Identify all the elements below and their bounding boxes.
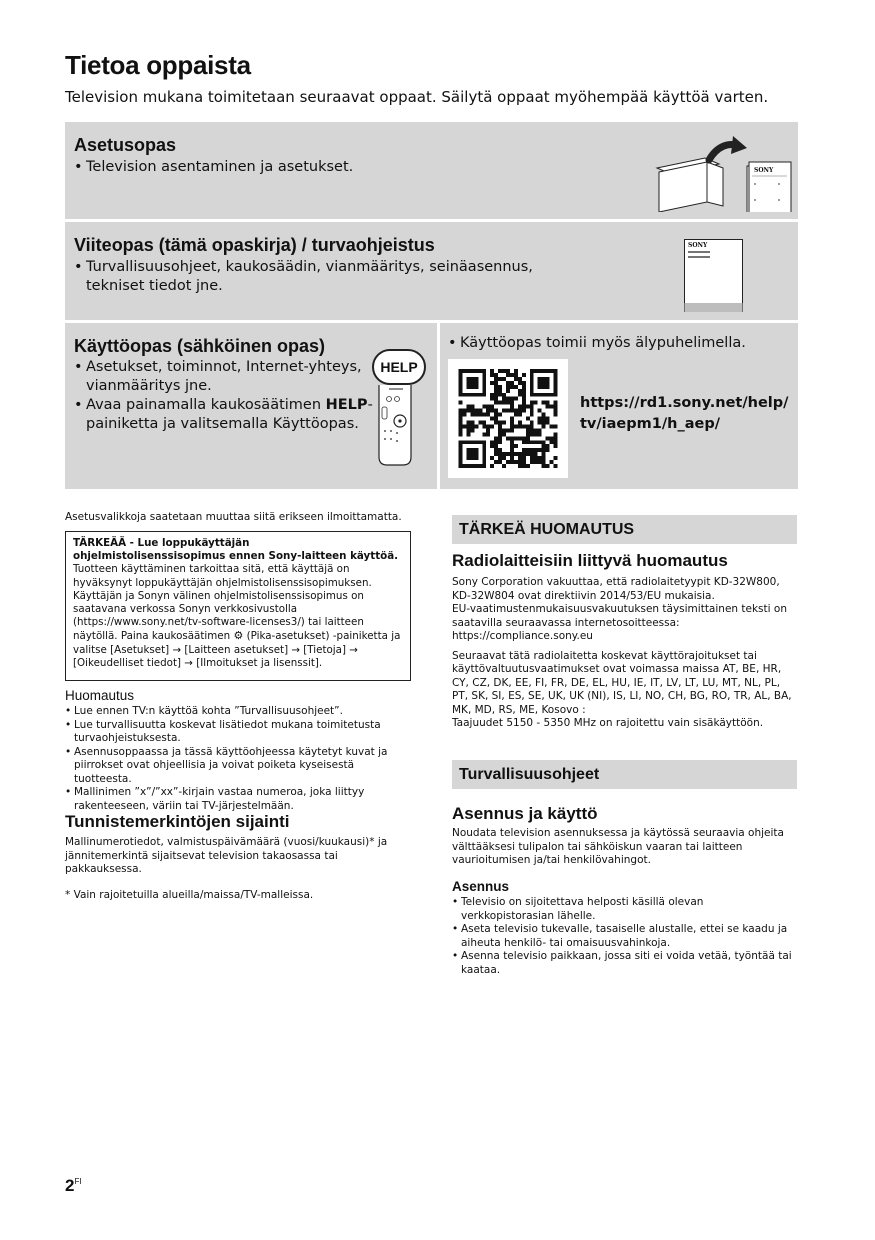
page-subtitle: Television mukana toimitetaan seuraavat oppaat. Säilytä oppaat myöhempää käyttöä varten. — [65, 88, 769, 106]
list-item: • Asennusoppaassa ja tässä käyttöohjeessa käytetyt kuvat ja piirrokset ovat ohjeellisia ja voivat poiketa kyseisestä tuotteesta. — [65, 746, 415, 787]
important-notice-band: TÄRKEÄ HUOMAUTUS — [452, 515, 797, 544]
reference-guide-title: Viiteopas (tämä opaskirja) / turvaohjeistus — [74, 235, 435, 255]
help-url[interactable]: https://rd1.sony.net/help/ tv/iaepm1/h_aep/ — [580, 395, 789, 432]
brand-text: SONY — [754, 167, 774, 174]
list-item: • Asetukset, toiminnot, Internet-yhteys, vianmääritys jne. — [74, 358, 374, 396]
help-guide-title: Käyttöopas (sähköinen opas) — [74, 336, 326, 356]
list-item: • Lue turvallisuutta koskevat lisätiedot mukana toimitetusta turvaohjeistuksesta. — [65, 719, 415, 746]
list-item: • Lue ennen TV:n käyttöä kohta ”Turvallisuusohjeet”. — [65, 705, 415, 719]
remote-control-icon — [377, 385, 413, 467]
note-title: Huomautus — [65, 688, 135, 703]
help-guide-box — [65, 323, 437, 489]
id-label-title: Tunnistemerkintöjen sijainti — [65, 812, 290, 831]
list-item: • Television asentaminen ja asetukset. — [74, 158, 594, 177]
reference-guide-box — [65, 222, 798, 320]
language-code: FI — [74, 1177, 82, 1186]
reference-guide-bullets — [74, 258, 594, 296]
smartphone-note — [448, 334, 788, 353]
tv-box-illustration-icon — [647, 136, 797, 212]
radio-notice-text: Sony Corporation vakuuttaa, että radiolaitetyypit KD-32W800, KD-32W804 ovat direktiivin 2014/53/EU mukaisia. EU-vaatimustenmukaisuusvakuutuksen täysimittainen teksti on saatavilla seuraavassa internetosoitteessa: https://compliance.sony.eu Seuraavat tätä radiolaitetta koskevat käyttörajoitukset tai käyttövaltuutusvaatimukset ovat voimassa maissa AT, BE, HR, CY, CZ, DK, EE, FI, FR, DE, EL, HU, IE, IT, LV, LT, LU, MT, NL, PL, PT, SK, SI, ES, SE, UK, UK (NI), IS, LI, NO, CH, BG, RO, TR, AL, BA, MK, MD, RS, ME, Kosovo : Taajuudet 5150 - 5350 MHz on rajoitettu vain sisäkäyttöön. — [452, 576, 792, 729]
id-label-text: Mallinumerotiedot, valmistuspäivämäärä (vuosi/kuukausi)* ja jännitemerkintä sijaitsevat television takaosassa tai pakkauksessa. — [65, 836, 388, 875]
list-item: • Aseta televisio tukevalle, tasaiselle alustalle, ettei se kaadu ja aiheuta henkilö- tai omaisuusvahinkoja. — [452, 923, 797, 950]
qr-code-box — [440, 323, 798, 489]
notes-list — [65, 705, 415, 813]
list-item: • Televisio on sijoitettava helposti käsillä olevan verkkopistorasian lähelle. — [452, 896, 797, 923]
page-number: $2^{FI}$ — [65, 1176, 82, 1195]
setup-guide-box — [65, 122, 798, 219]
eula-notice: TÄRKEÄÄ - Lue loppukäyttäjän ohjelmistolisenssisopimus ennen Sony-laitteen käyttöä. Tuotteen käyttäminen tarkoittaa sitä, että käyttäjä on hyväksynyt loppukäyttäjän ohjelmistolisenssisopimuksen. Käyttäjän ja Sonyn välinen ohjelmistolisenssisopimus on saatavana verkossa Sonyn verkkosivustolla (https://www.sony.net/tv-software-licenses3/) tai laitteen näytöllä. Paina kaukosäätimen ⚙ (Pika-asetukset) -painiketta ja valitse [Asetukset] → [Laitteen asetukset] → [Tietoja] → [Oikeudelliset tiedot] → [Ilmoitukset ja lisenssit]. — [73, 537, 401, 669]
manual-booklet-icon — [684, 239, 746, 315]
setup-guide-bullets — [74, 158, 594, 177]
installation-title: Asennus — [452, 879, 510, 894]
list-item: • Asenna televisio paikkaan, jossa siti ei voida vetää, työntää tai kaataa. — [452, 950, 797, 977]
eula-notice-box — [65, 531, 411, 681]
radio-notice-title: Radiolaitteisiin liittyvä huomautus — [452, 551, 728, 570]
list-item: • Turvallisuusohjeet, kaukosäädin, vianmääritys, seinäasennus, tekniset tiedot jne. — [74, 258, 594, 296]
brand-text: SONY — [688, 242, 708, 249]
help-button-callout: HELP — [372, 349, 426, 385]
setup-guide-title: Asetusopas — [74, 135, 177, 155]
list-item: • Mallinimen ”x”/”xx”-kirjain vastaa numeroa, joka liittyy rakenteeseen, väriin tai TV-järjestelmään. — [65, 786, 415, 813]
help-guide-bullets — [74, 358, 374, 434]
qr-code-icon — [458, 369, 558, 468]
footnote: * Vain rajoitetuilla alueilla/maissa/TV-malleissa. — [65, 889, 314, 901]
safety-band: Turvallisuusohjeet — [452, 760, 797, 789]
page-title: Tietoa oppaista — [65, 50, 251, 80]
installation-list — [452, 896, 797, 977]
menu-note: Asetusvalikkoja saatetaan muuttaa siitä erikseen ilmoittamatta. — [65, 511, 402, 523]
qr-code[interactable] — [448, 359, 568, 478]
gear-icon: ⚙ — [233, 629, 244, 643]
install-use-text: Noudata television asennuksessa ja käytössä seuraavia ohjeita välttääksesi tulipalon tai sähköiskun vaaran tai laitteen vaurioitumisen ja/tai henkilövahingot. — [452, 827, 784, 866]
install-use-title: Asennus ja käyttö — [452, 804, 598, 823]
list-item: • Avaa painamalla kaukosäätimen HELP- painiketta ja valitsemalla Käyttöopas. — [74, 396, 374, 434]
list-item: • Käyttöopas toimii myös älypuhelimella. — [448, 334, 788, 353]
